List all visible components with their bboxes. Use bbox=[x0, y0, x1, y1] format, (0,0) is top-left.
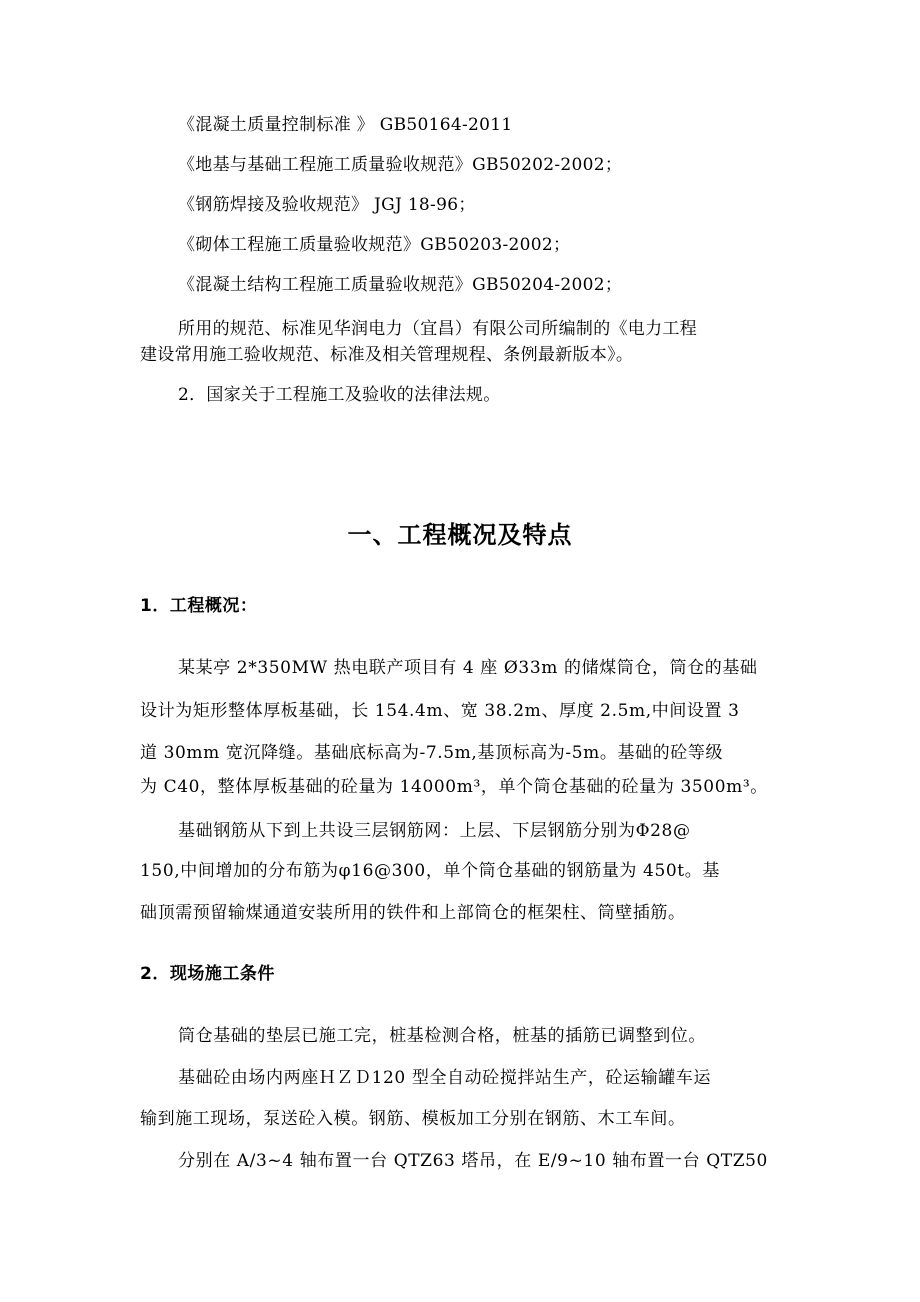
list-item: 2．国家关于工程施工及验收的法律法规。 bbox=[178, 385, 501, 405]
section-title: 一、工程概况及特点 bbox=[347, 521, 573, 549]
paragraph-line: 设计为矩形整体厚板基础，长 154.4m、宽 38.2m、厚度 2.5m,中间设置 3 bbox=[140, 701, 740, 721]
reference-item: 《混凝土质量控制标准 》 GB50164-2011 bbox=[178, 115, 513, 135]
paragraph-line: 分别在 A/3~4 轴布置一台 QTZ63 塔吊，在 E/9~10 轴布置一台 QTZ50 bbox=[178, 1151, 768, 1171]
intro-paragraph-line: 所用的规范、标准见华润电力（宜昌）有限公司所编制的《电力工程 bbox=[178, 319, 697, 339]
reference-item: 《地基与基础工程施工质量验收规范》GB50202-2002； bbox=[178, 155, 623, 175]
intro-paragraph-line: 建设常用施工验收规范、标准及相关管理规程、条例最新版本》。 bbox=[140, 345, 634, 365]
reference-item: 《砌体工程施工质量验收规范》GB50203-2002； bbox=[178, 235, 571, 255]
paragraph-line: 输到施工现场，泵送砼入模。钢筋、模板加工分别在钢筋、木工车间。 bbox=[140, 1109, 686, 1129]
paragraph-line: 150,中间增加的分布筋为φ16@300，单个筒仓基础的钢筋量为 450t。基 bbox=[140, 861, 720, 881]
reference-item: 《钢筋焊接及验收规范》 JGJ 18-96； bbox=[178, 195, 476, 215]
paragraph-line: 基础钢筋从下到上共设三层钢筋网：上层、下层钢筋分别为Φ28@ bbox=[178, 821, 691, 841]
paragraph-line: 础顶需预留输煤通道安装所用的铁件和上部筒仓的框架柱、筒壁插筋。 bbox=[140, 903, 686, 923]
subsection-title: 1．工程概况： bbox=[140, 596, 258, 616]
paragraph-line: 筒仓基础的垫层已施工完，桩基检测合格，桩基的插筋已调整到位。 bbox=[178, 1026, 706, 1046]
paragraph-line: 为 C40，整体厚板基础的砼量为 14000m³，单个筒仓基础的砼量为 3500m³。 bbox=[140, 777, 768, 797]
paragraph-line: 某某亭 2*350MW 热电联产项目有 4 座 Ø33m 的储煤筒仓，筒仓的基础 bbox=[178, 658, 758, 678]
paragraph-line: 基础砼由场内两座ＨＺＤ120 型全自动砼搅拌站生产，砼运输罐车运 bbox=[178, 1068, 712, 1088]
subsection-title: 2．现场施工条件 bbox=[140, 964, 275, 984]
paragraph-line: 道 30mm 宽沉降缝。基础底标高为-7.5m,基顶标高为-5m。基础的砼等级 bbox=[140, 743, 724, 763]
reference-item: 《混凝土结构工程施工质量验收规范》GB50204-2002； bbox=[178, 275, 623, 295]
